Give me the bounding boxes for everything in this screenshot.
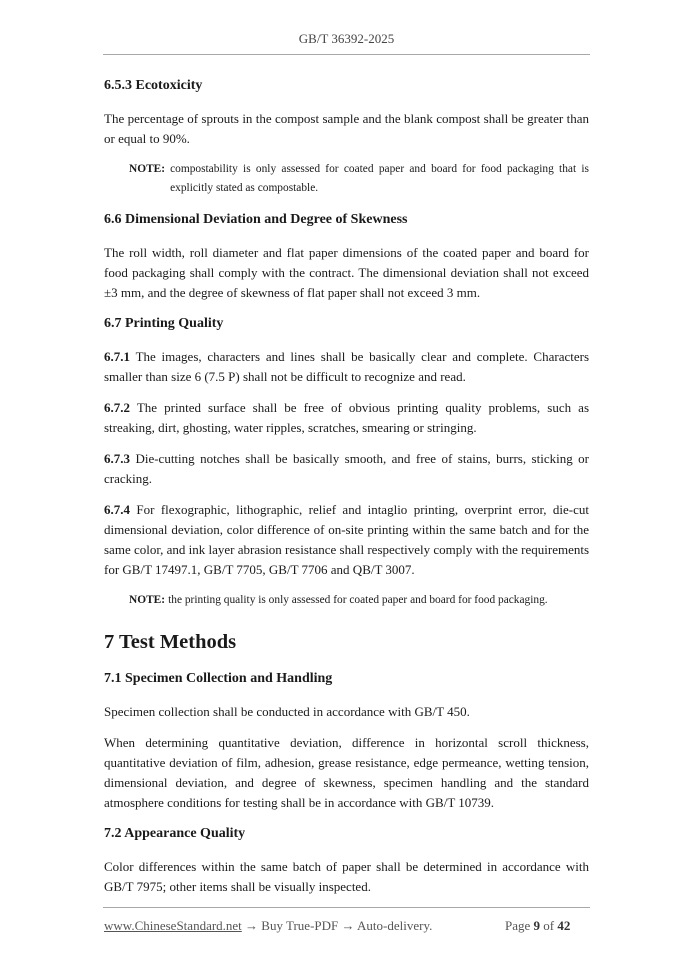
site-link[interactable]: www.ChineseStandard.net bbox=[104, 918, 242, 933]
clause-6-7-1 bbox=[104, 347, 589, 387]
paragraph-specimen-collection: Specimen collection shall be conducted in accordance with GB/T 450. bbox=[104, 704, 470, 719]
clause-text: The images, characters and lines shall be basically clear and complete. Characters smaller than size 6 (7.5 P) shall not be difficult to recognize and read. bbox=[104, 349, 590, 384]
note-label: NOTE: bbox=[129, 594, 166, 606]
page-body bbox=[104, 76, 589, 908]
note-printing-quality bbox=[129, 591, 589, 610]
clause-number: 6.7.2 bbox=[104, 400, 130, 415]
clause-text: The printed surface shall be free of obvious printing quality problems, such as streaking, dirt, ghosting, water ripples, scratches, smearing or stringing. bbox=[104, 400, 589, 435]
clause-number: 6.7.3 bbox=[104, 451, 130, 466]
document-code: GB/T 36392-2025 bbox=[298, 31, 395, 46]
note-label: NOTE: bbox=[129, 163, 166, 175]
paragraph-specimen-handling: When determining quantitative deviation, difference in horizontal scroll thickness, quantitative deviation of film, adhesion, grease resistance, edge permeance, wetting tension, dimensional deviation, and degree of skewness, specimen handling and the standard atmosphere conditions for testing shall be in accordance with GB/T 10739. bbox=[104, 735, 589, 810]
header-divider bbox=[103, 54, 590, 55]
of-word: of bbox=[543, 918, 555, 933]
total-pages: 42 bbox=[557, 918, 571, 933]
footer-divider bbox=[103, 907, 590, 908]
heading-6-6: 6.6 Dimensional Deviation and Degree of Skewness bbox=[104, 212, 408, 227]
note-text: the printing quality is only assessed for coated paper and board for food packaging. bbox=[168, 594, 548, 606]
clause-6-7-3 bbox=[104, 449, 589, 489]
note-compostability bbox=[129, 160, 589, 198]
paragraph-ecotoxicity: The percentage of sprouts in the compost sample and the blank compost shall be greater than or equal to 90%. bbox=[104, 111, 589, 146]
page-number bbox=[505, 918, 570, 934]
buy-pdf-text: Buy True-PDF bbox=[261, 918, 339, 933]
paragraph-dimensional-deviation: The roll width, roll diameter and flat paper dimensions of the coated paper and board for food packaging shall comply with the contract. The dimensional deviation shall not exceed ±3 mm, and the degree of skewness of flat paper shall not exceed 3 mm. bbox=[104, 245, 589, 300]
heading-6-5-3: 6.5.3 Ecotoxicity bbox=[104, 78, 203, 93]
auto-delivery-text: Auto-delivery. bbox=[357, 918, 433, 933]
footer-links bbox=[104, 918, 432, 934]
note-text: compostability is only assessed for coated paper and board for food packaging that is explicitly stated as compostable. bbox=[170, 163, 589, 194]
paragraph-appearance-quality: Color differences within the same batch of paper shall be determined in accordance with GB/T 7975; other items shall be visually inspected. bbox=[104, 859, 589, 894]
arrow-icon: → bbox=[338, 918, 358, 933]
clause-text: Die-cutting notches shall be basically smooth, and free of stains, burrs, sticking or cracking. bbox=[104, 451, 589, 486]
arrow-icon: → bbox=[241, 918, 262, 933]
clause-6-7-4 bbox=[104, 500, 589, 580]
heading-7-2: 7.2 Appearance Quality bbox=[104, 826, 246, 841]
heading-7-1: 7.1 Specimen Collection and Handling bbox=[104, 671, 333, 686]
clause-6-7-2 bbox=[104, 398, 589, 438]
clause-text: For flexographic, lithographic, relief and intaglio printing, overprint error, die-cut dimensional deviation, color difference of on-site printing within the same batch and for the same color, and ink layer abrasion resistance shall respectively comply with the requirements for GB/T 17497.1, GB/T 7705, GB/T 7706 and QB/T 3007. bbox=[104, 502, 590, 577]
current-page: 9 bbox=[533, 918, 541, 933]
clause-number: 6.7.1 bbox=[104, 349, 130, 364]
page-word: Page bbox=[505, 918, 531, 933]
heading-7: 7 Test Methods bbox=[104, 631, 237, 653]
clause-number: 6.7.4 bbox=[104, 502, 130, 517]
page-header bbox=[0, 31, 693, 47]
heading-6-7: 6.7 Printing Quality bbox=[104, 316, 224, 331]
